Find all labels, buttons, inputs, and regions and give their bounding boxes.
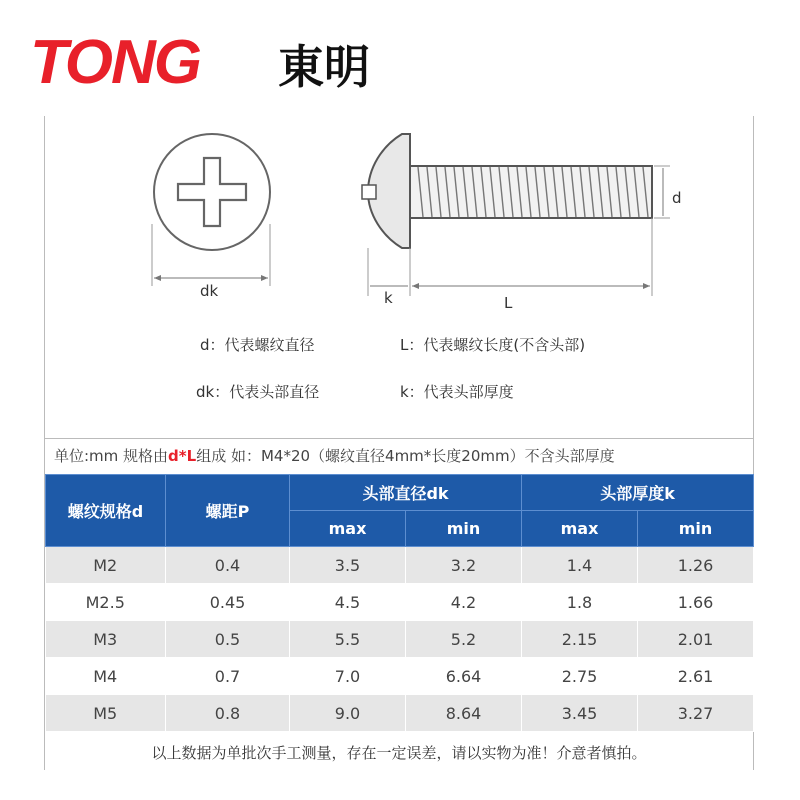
table-cell: M4 [46,658,166,695]
disclaimer-note: 以上数据为单批次手工测量，存在一定误差，请以实物为准！介意者慎拍。 [151,744,647,762]
label-dk: dk [200,282,219,300]
table-cell: 6.64 [406,658,522,695]
unit-prefix: 单位:mm 规格由 [54,447,169,465]
table-cell: 4.5 [290,584,406,621]
header-thread: 螺纹规格d [46,475,166,547]
table-cell: 0.8 [166,695,290,732]
header-dk-min: min [406,511,522,547]
label-k: k [384,289,393,307]
table-row [46,547,754,584]
label-d: d [672,189,682,207]
table-cell: 5.2 [406,621,522,658]
spec-table [45,474,754,732]
table-cell: 1.26 [638,547,754,584]
header-head-thickness: 头部厚度k [522,475,754,511]
tong-logo [28,28,408,98]
screw-top-view [152,134,270,300]
table-row [46,658,754,695]
table-cell: 1.66 [638,584,754,621]
screw-side-view [362,134,682,312]
phillips-cross-icon [178,158,246,226]
table-cell: 2.15 [522,621,638,658]
table-cell: 4.2 [406,584,522,621]
table-cell: M2.5 [46,584,166,621]
svg-text:東明: 東明 [278,40,370,94]
table-cell: 0.45 [166,584,290,621]
table-cell: 0.5 [166,621,290,658]
screw-diagram [120,118,700,318]
table-row [46,621,754,658]
table-cell: 3.5 [290,547,406,584]
table-cell: 7.0 [290,658,406,695]
label-L: L [504,294,513,312]
table-cell: 1.4 [522,547,638,584]
legend-L: L：代表螺纹长度(不含头部) [400,336,586,354]
table-cell: 3.45 [522,695,638,732]
table-cell: 3.27 [638,695,754,732]
table-cell: M5 [46,695,166,732]
svg-text:TONG: TONG [30,28,200,97]
header-k-max: max [522,511,638,547]
unit-description [44,438,754,474]
unit-highlight: d*L [168,447,197,465]
legend-dk: dk：代表头部直径 [196,383,320,401]
table-cell: 0.7 [166,658,290,695]
table-cell: M3 [46,621,166,658]
table-cell: 2.61 [638,658,754,695]
legend-k: k：代表头部厚度 [400,383,514,401]
table-row [46,695,754,732]
table-cell: 1.8 [522,584,638,621]
table-cell: 5.5 [290,621,406,658]
header-k-min: min [638,511,754,547]
unit-suffix: 组成 如：M4*20（螺纹直径4mm*长度20mm）不含头部厚度 [196,447,615,465]
table-row [46,584,754,621]
table-cell: 2.75 [522,658,638,695]
header-dk-max: max [290,511,406,547]
table-cell: 0.4 [166,547,290,584]
table-cell: M2 [46,547,166,584]
header-pitch: 螺距P [166,475,290,547]
table-cell: 9.0 [290,695,406,732]
table-cell: 8.64 [406,695,522,732]
table-cell: 2.01 [638,621,754,658]
table-cell: 3.2 [406,547,522,584]
header-head-diameter: 头部直径dk [290,475,522,511]
legend-d: d：代表螺纹直径 [200,336,315,354]
